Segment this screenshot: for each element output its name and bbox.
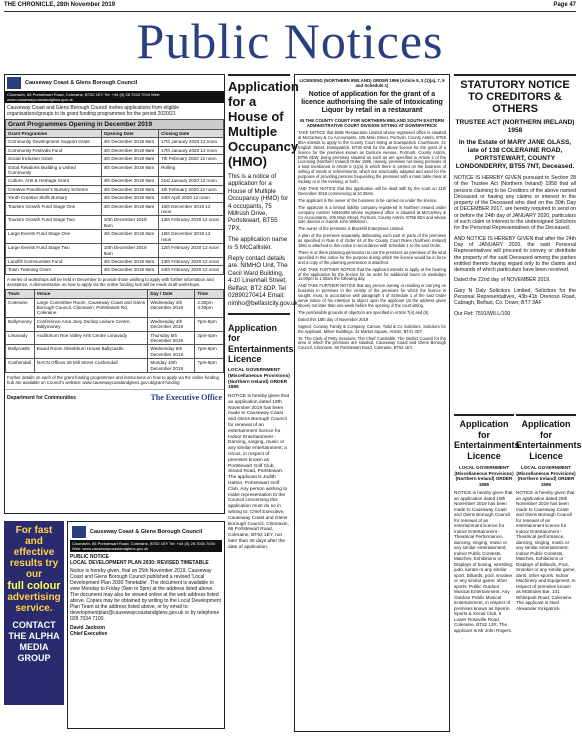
ent1-sub: LOCAL GOVERNMENT (Miscellaneous Provisions) (Northern Ireland) ORDER 1985 [228,367,290,391]
entertainment-licence-2 [454,414,520,729]
table-row [6,317,224,331]
local-plan-notice [67,521,225,729]
table-cell: Rolling [159,163,224,177]
dept-communities-logo: Department for Communities [7,394,76,401]
ent2-heading: Application for Entertainments Licence [454,419,520,461]
liquor-paragraph: AND TAKE FURTHER NOTICE that any person owning or residing or carrying on business in premises in the vicinity of the premises for which the licence is sought, must, in accordance with paragraph 4 of Schedule 1 of the said Order serve notice of his intention to object upon the applicant (at the address given above) not later than one week before the opening of the court sitting. [298,283,446,308]
table-row [6,138,224,146]
liquor-paragraph: The permissible grounds of objection are specified in Article 7(4) and (5). [298,309,430,315]
workshop-col-header: Time [195,290,224,298]
workshop-col-header: Day / Date [148,290,195,298]
grant-notice [4,74,225,514]
liquor-body [298,131,446,351]
entertainment-licence-3 [516,414,582,729]
table-cell: 7th February 2020 12 noon [159,155,224,163]
table-row [6,331,224,345]
liquor-heading: Notice of application for the grant of a licence authorising the sale of Intoxicating Liquor by retail in a restaurant [301,91,443,114]
grant-col-header: Closing Date [159,130,224,138]
table-cell: Wednesday 4th December 2019 [148,317,195,331]
ad-line-2: full colour [7,580,61,592]
table-cell: Monday 16th December 2019 [148,359,195,373]
ent3-heading: Application for Entertainments Licence [516,419,582,461]
lp-subtitle: LOCAL DEVELOPMENT PLAN 2030: REVISED TIMETABLE [70,560,209,566]
table-cell: Social Inclusion Grant [6,155,102,163]
grant-table [5,129,224,275]
council-contact-bar: Cloonavin, 66 Portstewart Road, Coleraine, BT52 1EY Tel: +44 (0) 28 7034 7034 Web: www.causewaycoastandglens.gov.uk [70,540,222,552]
table-cell: Auditorium Roe Valley Arts Centre Limavady [34,331,148,345]
table-row [6,216,224,230]
table-row [6,202,224,216]
ent3-sub: LOCAL GOVERNMENT (Miscellaneous Provisions) (Northern Ireland) ORDER 1985 [516,465,576,487]
table-cell: 12th February 2020 12 noon [159,244,224,258]
table-cell: Tourism Growth Fund Stage Two [6,216,102,230]
hmo-body-1: This is a notice of application for a House of Multiple Occupancy (HMO) for 4 occupants, 75 Millrush Drive, Portstewart, BT55 7PX. [228,173,289,232]
table-cell: 10th December 2019 9am [101,244,158,258]
council-contact-bar: Cloonavin, 66 Portstewart Road, Coleraine, BT52 1EY Tel: +44 (0) 28 7034 7034 Web: www.causewaycoastandglens.gov.uk [5,91,224,103]
table-cell: 24th April 2020 12 noon [159,194,224,202]
table-row [6,230,224,244]
table-cell: 17th January 2020 12 noon [159,146,224,154]
lp-title: PUBLIC NOTICE [70,554,109,560]
table-cell: Large Events Fund Stage One [6,230,102,244]
table-cell: 13th February 2020 12 noon [159,216,224,230]
statutory-solicitors: Gary N Daly Solicitors Limited, Solicitors for the Personal Representatives, 43b-41b Orenoso Road, Cabragh, Belfast, Co. Down, BT7 3AF [454,287,576,307]
table-cell: 7pm-9pm [195,345,224,359]
table-cell: 17th January 2020 12 noon [159,138,224,146]
table-row [6,177,224,185]
ad-line-4: CONTACT THE ALPHA MEDIA GROUP [8,620,60,663]
lp-signatory: David Jackson [70,625,106,631]
grant-intro: Causeway Coast and Glens Borough Council invites applications from eligible organisations/groups to its grant funding programmes for the period 2020/21 [7,105,180,117]
hmo-body-2: The application name is S McCallister. [228,236,288,251]
table-cell: 4th December 2019 9am [101,230,158,244]
table-cell: Thursday 5th December 2019 [148,331,195,345]
ent1-body: NOTICE is hereby given that an application dated 19th November 2019 has been made to Causeway Coast and Glens Borough Council for renewal of an entertainment licence for Indoor Entertainment - Dancing, singing, music or any similar entertainment; a circus, in respect of premises known as Portstewart Golf Club, Strand Road, Portstewart. The applicant is Judith Hatton, Portstewart Golf Club. Any person wishing to make representation to the Council concerning this application must do so in writing to: Chief Executive, Causeway Coast and Glens Borough Council, Cloonavin, 66 Portstewart Road, Coleraine, BT52 1EY, not later than 28 days after the date of application. [228,394,290,550]
liquor-paragraph: The owner of the premises is Blackhill Enterprises Limited. [298,226,405,232]
table-cell: Ballycastle [6,345,35,359]
workshop-table [5,289,224,373]
table-cell: NACN Offices 28 Mill Street Cushendall [34,359,148,373]
table-cell: Culture, Arts & Heritage Grant [6,177,102,185]
table-cell: 2pm-4pm [195,331,224,345]
ent1-heading: Application for Entertainments Licence [228,322,294,365]
table-cell: Conference Area Joey Dunlop Leisure Centre, Ballymoney [34,317,148,331]
hmo-body-3: Reply contact details are: NIMHO Unit, The Cecil Ward Building, 4-10 Linenhall Street, Belfast, BT2 8DP. Tel 02890270414 Email: nimho@belfastcity.gov.uk [228,255,298,307]
table-cell: 21st January 2020 12 noon [159,177,224,185]
table-cell: 10th December 2019 9am [101,216,158,230]
table-cell: 16th December 2019 12 noon [159,202,224,216]
table-row [6,185,224,193]
council-name: Causeway Coast & Glens Borough Council [25,80,138,86]
divider [516,414,576,416]
divider [454,414,514,416]
ad-line-3: advertising service. [7,592,61,614]
table-cell: 2.30pm - 4.30pm [195,298,224,317]
divider [228,74,290,76]
table-row [6,244,224,258]
page-number: Page 47 [553,2,576,8]
table-row [6,359,224,373]
table-cell: Landfill Communities Fund [6,257,102,265]
table-cell: Good Relations Building a United Community [6,163,102,177]
liquor-paragraph: TAKE NOTICE that Bittle Restaurants Limited whose registered office is situated at McCartney & Co Accountants, 105 Main Street, Portrush, County Antrim, BT56 8DA intends to apply to the County Court sitting at Downpatrick Courthouse, 21 English Street, Downpatrick, BT30 6AB for the above licence for the grant of a licence for the premises known as Dunluce Avenue, Portrush, County Antrim, BT56 8DW, being premises situated as such as are specified in Article 2 of the Licensing (Northern Ireland) Order 1996, namely, premises not being premises of a kind mentioned in Article 5 (1)(a) in which there is carried on the business of selling of meals or refreshments, which are structurally adapted and used for the purposes of providing persons frequenting the premises with a main table meal at midday or in the evening, or both. [298,130,446,185]
liquor-paragraph: There is or there planning permission to use the premises as premises of the kind specified in this notice for the purpose during which the licence would be in force and a copy of the planning permission is attached. [298,249,446,265]
table-row [6,266,224,274]
table-cell: Ballymoney [6,317,35,331]
council-emblem-icon [7,77,21,89]
table-row [6,155,224,163]
table-cell: 7pm-9pm [195,317,224,331]
table-row [6,163,224,177]
table-cell: 4th December 2019 9am [101,155,158,163]
liquor-paragraph: Signed: Conway Family & Company, Carson, Todd & Co Solicitors, Solicitors for the Applicant, Milner Buildings, 32 Market Square, Antrim, BT41 4DT [298,323,446,334]
table-cell: Wednesday 4th December 2019 [148,298,195,317]
liquor-paragraph: Dated this 18th day of November 2019 [298,316,369,322]
table-row [6,345,224,359]
grant-table-title: Grant Programmes Opening in December 2019 [5,119,224,129]
table-cell: 4th December 2019 9am [101,257,158,265]
grant-col-header: Grant Programme [6,130,102,138]
workshop-col-header: Town [6,290,35,298]
table-cell: Tourism Growth Fund Stage One [6,202,102,216]
table-cell: 4th December 2019 9am [101,146,158,154]
liquor-paragraph: The applicant is the owner of the business to be carried on under the licence. [298,197,438,203]
table-cell: 4th December 2019 9am [101,163,158,177]
workshop-intro: A series of workshops will be held in December to provide those wishing to apply with further information and assistance. A demonstration on how to apply via the online funding hub will be made at all workshops. [7,276,214,287]
liquor-paragraph: To: The Clerk of Petty Sessions; The Chief Constable; The District Council for the area in which the premises are situated, Causeway Coast and Glens Borough Council, Cloonavin, 66 Portstewart Road, Coleraine, BT52 1EY. [298,335,446,351]
alpha-advert [4,521,64,705]
table-cell: 7pm-9pm [195,359,224,373]
council-logo-2 [70,524,222,540]
table-cell: Wednesday 5th December 2019 [148,345,195,359]
ent2-sub: LOCAL GOVERNMENT (Miscellaneous Provisions) (Northern Ireland) ORDER 1985 [454,465,514,487]
funder-logos [5,389,224,405]
table-cell: 4th December 2019 9am [101,194,158,202]
statutory-heading: STATUTORY NOTICE TO CREDITORS & OTHERS [460,79,570,115]
table-cell: 4th December 2019 9am [101,266,158,274]
further-details: Further details on each of the grant funding programmes and instructions on how to apply via the online funding hub are available on Council's website: www.causewaycoastandglens.gov.uk/grant-funding [7,375,219,386]
council-logo [5,75,224,91]
statutory-p2: AND NOTICE IS HEREBY GIVEN that after the 24th Day of JANUARY 2020, the said Personal Representatives will proceed to convey or distribute the property of the said Deceased among the parties entitled thereto having regard only to the claims and demands of which particulars have been received. [454,235,576,274]
table-cell: Creative Practitioner's Bursary Scheme [6,185,102,193]
hmo-heading: Application for a House of Multiple Occupancy (HMO) [228,79,299,169]
page-header [4,2,576,12]
table-row [6,194,224,202]
table-row [6,257,224,265]
liquor-licence-notice [294,74,450,732]
table-cell: Large Committee Room, Causeway Coast and Glens Borough Council, Cloonavin, Portstewart Rd, Coleraine [34,298,148,317]
statutory-notice [454,74,576,404]
statutory-estate: In the Estate of MARY JANE GLASS, late of 138 COLERAINE ROAD, PORTSTEWART, COUNTY LONDONDERRY, BT55 7NT, Deceased. [455,139,575,170]
divider [228,313,290,315]
table-cell: 16th December 2019 12 noon [159,230,224,244]
table-cell: Community Development Support Grant [6,138,102,146]
page-title: Public Notices [136,13,444,69]
council-emblem-icon [72,526,86,538]
statutory-ref: Our Ref: 7591/WILL/100 [454,310,511,317]
table-cell: 4th December 2019 9am [101,202,158,216]
ad-line-1: For fast and effective results try our [9,525,59,580]
table-cell: 4th December 2019 9am [101,138,158,146]
table-cell: Town Twinning Grant [6,266,102,274]
liquor-paragraph: The applicant is a limited liability company registered in Northern Ireland under company number NI646498 whose registered office is situated at McCartney & Co Accountants, 105 Main Street, Portrush, County Antrim, BT56 8DA and whose sole director is Gareth John Wilkinson. [298,204,446,225]
divider [454,74,576,76]
table-cell: Youth Creative Skills Bursary [6,194,102,202]
executive-office-logo: The Executive Office [150,393,222,403]
lp-role: Chief Executive [70,631,108,637]
grant-col-header: Opening Date [101,130,158,138]
table-cell: 13th February 2020 12 noon [159,257,224,265]
table-cell: Community Festivals Fund [6,146,102,154]
statutory-dated: Dated the 22nd day of NOVEMBER 2019. [454,277,551,284]
hmo-column [228,74,299,729]
table-cell: Limavady [6,331,35,345]
table-row [6,146,224,154]
ent3-body: NOTICE is hereby given that an application dated 26th November 2019 has been made to Causeway Coast and Glens Borough Council for renewal of an entertainment licence for Indoor Entertainment - Theatrical performance, dancing, singing, music or any similar entertainment; Indoor Public Contests, Matches, Exhibitions or Displays of Billiards, Pool, Snooker or any similar game, darts, other sports. Indoor Machinery and Equipment, in respect of premises known as McBrides Bar, 141 Whitepark Road, Coleraine. The applicant is Noel Alexander Kirkpatrick. [516,490,576,611]
table-cell: Board Room Sheskburn House Ballycastle [34,345,148,359]
liquor-court: IN THE COUNTY COURT FOR NORTHERN IRELAND SOUTH EASTERN ADMINISTRATIVE COURT DIVISION SITTING AT DOWNPATRICK [300,118,444,128]
table-row [6,298,224,317]
newspaper-date: THE CHRONICLE, 28th November 2019 [4,2,116,8]
table-cell: 4th December 2019 9am [101,177,158,185]
liquor-act: LICENSING (NORTHERN IRELAND) ORDER 1996 (Article 5, 3 (1)(a), 7, 9 and Schedule 1) [299,78,445,88]
table-cell: Coleraine [6,298,35,317]
statutory-p1: NOTICE IS HEREBY GIVEN pursuant to Section 28 of the Trustee Act (Northern Ireland) 1958 that all persons claiming to be Creditors of the above named Deceased or having any claims or interest in the property of the Deceased who died on the 30th Day of DECEMBER 2017, are hereby required to send on or before the 24th day of JANUARY 2020, particulars of such claim or interest to the undersigned Solicitors for the Personal Representatives of the Deceased. [454,175,576,232]
council-name: Causeway Coast & Glens Borough Council [90,529,203,535]
table-cell: 24th February 2020 12 noon [159,266,224,274]
table-cell: 4th December 2019 9am [101,185,158,193]
liquor-paragraph: AND TAKE FURTHER NOTICE that the applicant intends to apply at the hearing of the application for the licence for an order for additional hours on weekdays 11.00pm to 1.00am the following day. [298,266,446,282]
statutory-act: TRUSTEE ACT (NORTHERN IRELAND) 1958 [455,119,575,134]
liquor-paragraph: A plan of the premises separately delineating each part or parts of the premises as specified in Rule 6 of Order 44 of the County Court Rules (Northern Ireland) 1981 is attached to this notice in accordance with Schedule 1 to the said Order. [298,233,446,249]
lp-body: Notice is hereby given, that on 25th November 2019, Causeway Coast and Glens Borough Council published a revised 'Local Development Plan 2030 Timetable'. The document is available to view Monday to Friday (9am to 5pm) at the address listed above. The document may also be viewed online at the web address listed above. Copies may be obtained by writing to the Local Development Plan Team at the address listed above, or by email to: developmentplan@causewaycoastandglens.gov.uk or by telephone 028 7034 7100. [70,568,221,622]
table-cell: 4th February 2020 12 noon [159,185,224,193]
ent2-body: NOTICE is hereby given that an application dated 19th November 2019 has been made to Causeway Coast and Glens Borough Council for renewal of an entertainment licence for Indoor Entertainment - Theatrical Performance, dancing, singing, music or any similar entertainment; Indoor Public Contests, Matches, Exhibitions or Displays of boxing, wrestling, judo, karate or any similar sport; billiards, pool, snooker or any similar game; other sports. Public Outdoor Musical Entertainment. Any Outdoor Public Musical Entertainment, in respect of premises known as Sperrin Sports & Social Club, 5 Lower Roseville Road, Coleraine, BT52 1JR. The applicant is Mr John Rogers. [454,490,514,633]
workshop-col-header: Venue [34,290,148,298]
table-cell: Large Events Fund Stage Two [6,244,102,258]
liquor-paragraph: AND TAKE NOTICE that this application will be dealt with by the court on 11th December 2019 commencing at 10.30am. [298,185,446,196]
table-cell: Cushendall [6,359,35,373]
